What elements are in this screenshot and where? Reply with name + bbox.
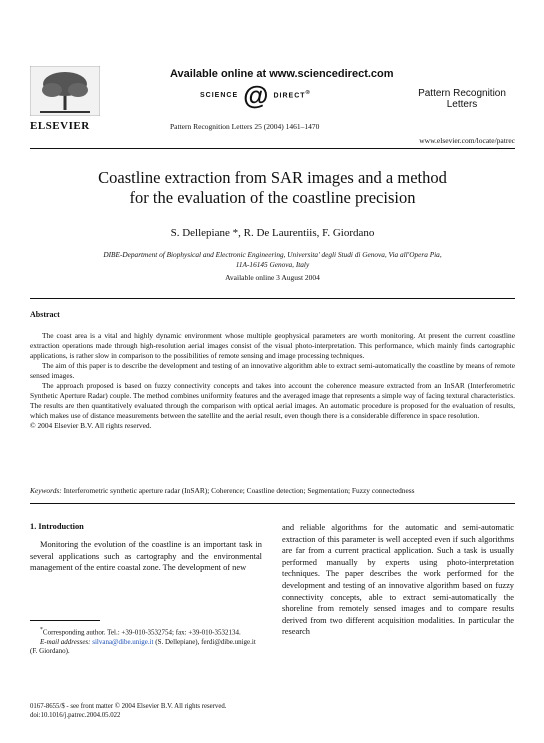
sciencedirect-logo [200,80,311,110]
affiliation [60,250,485,270]
abstract-bottom-divider [30,503,515,504]
email-link-giordano[interactable]: ferdi@dibe.unige.it [201,637,256,646]
journal-url-link[interactable]: www.elsevier.com/locate/patrec [419,136,515,145]
affiliation-line-1: DIBE-Department of Biophysical and Electronic Engineering, Universita' degli Studi di Genova, Via all'Opera Pia, [103,250,442,259]
abstract-paragraph-2: The aim of this paper is to describe the development and testing of an innovative algorithm able to extract semi-automatically the coastline by means of remote sensed images. [30,361,515,380]
intro-right-text: and reliable algorithms for the automatic and semi-automatic extraction of this parameter is well accepted even if such algorithms are far from a current practical application. Such a task is usually performed manually by experts using photo-interpretation techniques. The paper describes the work performed for the development and testing of an innovative algorithm based on fuzzy connectivity concepts, able to extract semi-automatically the shoreline from remotely sensed images and to compare results derived from two different acquisition modalities. In particular the research [282,523,514,637]
abstract-copyright: © 2004 Elsevier B.V. All rights reserved. [30,421,152,430]
issn-line: 0167-8655/$ - see front matter © 2004 Elsevier B.V. All rights reserved. [30,703,227,710]
doi-line: doi:10.1016/j.patrec.2004.05.022 [30,712,121,719]
sd-at-icon: @ [243,80,269,110]
footnote-corresponding: *Corresponding author. Tel.: +39-010-3532754; fax: +39-010-3532134. [40,627,241,637]
footnote-emails: E-mail addresses: silvana@dibe.unige.it (S. Dellepiane), ferdi@dibe.unige.it (F. Giordano). [30,637,256,656]
title-line-1: Coastline extraction from SAR images and a method [98,168,447,187]
email-link-dellepiane[interactable]: silvana@dibe.unige.it [92,637,154,646]
footnote [30,626,262,657]
section-heading: 1. Introduction [30,522,84,531]
footnote-divider [30,620,100,621]
sd-right-word: DIRECT® [273,90,311,100]
abstract-paragraph-3: The approach proposed is based on fuzzy connectivity concepts and takes into account the coherence measure extracted from an InSAR (Interferometric Synthetic Aperture Radar) couple. The method combines uniformity features and the averaged image that represents a simple way of facing textural characteristics. The results are then quantitatively evaluated through the comparison with optical aerial images. An automatic procedure is proposed for the evaluation of results, which makes use of distance measurements between the satellite and the aerial result, even though there is a considerable difference in space resolution. [30,381,515,420]
available-online-link[interactable]: Available online at www.sciencedirect.com [170,68,394,80]
title-line-2: for the evaluation of the coastline precision [129,188,416,207]
keywords-label: Keywords: [30,486,62,495]
intro-left-text: Monitoring the evolution of the coastline is an important task in several applications such as cartography and the environmental management of the entire coastal zone. The development of new [30,540,262,573]
left-column [30,522,262,574]
abstract-top-divider [30,298,515,299]
article-title [30,168,515,208]
abstract-body [30,331,515,431]
header-divider [30,148,515,149]
authors: S. Dellepiane *, R. De Laurentiis, F. Giordano [170,227,375,239]
abstract-heading: Abstract [30,310,60,319]
journal-logo-line1: Pattern Recognition [418,88,506,99]
sd-left-word: SCIENCE [200,91,239,99]
affiliation-line-2: 11A-16145 Genova, Italy [235,260,310,269]
keywords-text: Interferometric synthetic aperture radar (InSAR); Coherence; Coastline detection; Segmentation; Fuzzy connectedness [61,486,415,495]
issn-doi [30,702,226,720]
available-date: Available online 3 August 2004 [225,273,320,282]
publisher-name: ELSEVIER [30,120,90,132]
abstract-paragraph-1: The coast area is a vital and highly dynamic environment whose multiple geophysical parameters are worth monitoring. At present the current coastline extraction operations made through high-resolution aerial images consist of the visual photo-interpretation. This performance, which mainly finds cartographic applications, is rather slow in comparison to the possibilities of remote sensing and image processing techniques. [30,331,515,360]
journal-logo [412,88,512,110]
journal-logo-line2: Letters [446,99,478,110]
journal-reference: Pattern Recognition Letters 25 (2004) 1461–1470 [170,122,320,131]
right-column [282,522,514,638]
keywords [30,486,515,495]
